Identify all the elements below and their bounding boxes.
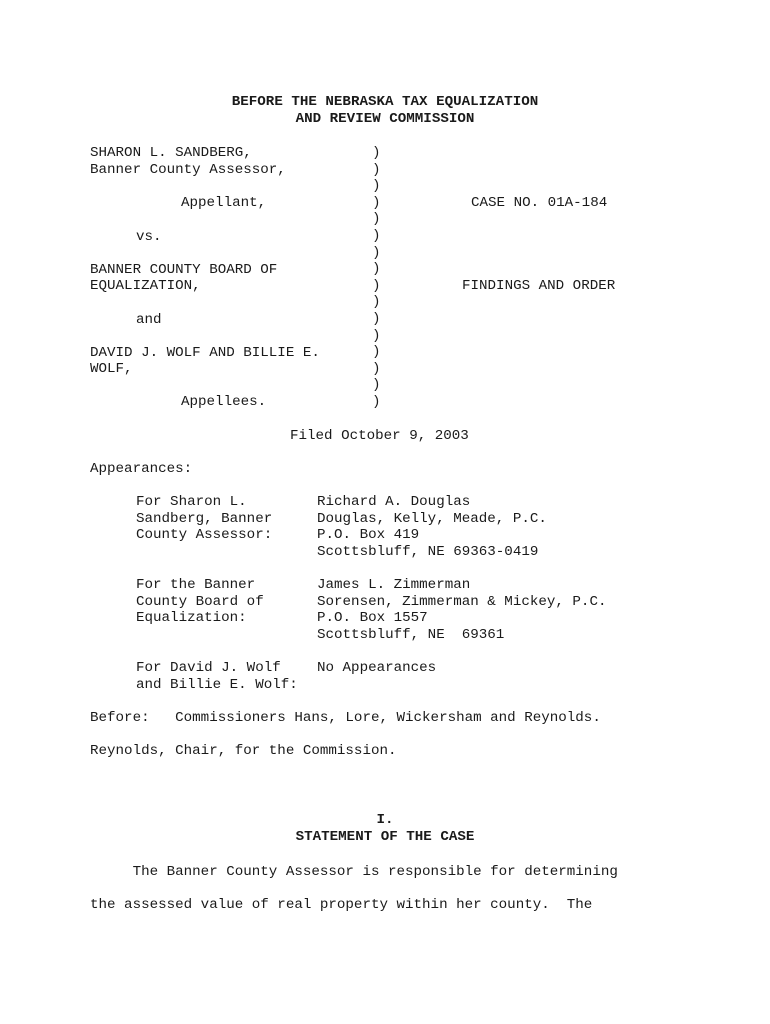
commission-title-line2: AND REVIEW COMMISSION [295, 111, 475, 127]
versus-label: vs. [136, 229, 162, 245]
body-paragraph-line2: the assessed value of real property within her county. The [90, 897, 593, 913]
before-commissioners: Before: Commissioners Hans, Lore, Wickersham and Reynolds. [90, 710, 601, 726]
and-label: and [136, 312, 162, 328]
appearances-heading: Appearances: [90, 461, 193, 477]
case-number: CASE NO. 01A-184 [471, 195, 608, 211]
commission-title-line1: BEFORE THE NEBRASKA TAX EQUALIZATION [231, 94, 539, 110]
appearance-counsel-wolf: No Appearances [317, 660, 437, 676]
appearance-counsel-board: James L. Zimmerman Sorensen, Zimmerman & Mickey, P.C. P.O. Box 1557 Scottsbluff, NE 69361 [317, 577, 607, 643]
filed-date: Filed October 9, 2003 [290, 428, 469, 444]
appearance-counsel-assessor: Richard A. Douglas Douglas, Kelly, Meade, P.C. P.O. Box 419 Scottsbluff, NE 69363-0419 [317, 494, 547, 560]
appellee-board-line2: EQUALIZATION, [90, 278, 201, 294]
caption-parentheses: ) ) ) ) ) ) ) ) ) ) ) ) ) ) ) ) [372, 145, 381, 410]
chair-line: Reynolds, Chair, for the Commission. [90, 743, 397, 759]
appearance-party-wolf: For David J. Wolf and Billie E. Wolf: [136, 660, 298, 693]
appellant-title: Banner County Assessor, [90, 162, 286, 178]
appellee-wolf-line2: WOLF, [90, 361, 133, 377]
section-number: I. [376, 812, 394, 828]
appearance-party-assessor: For Sharon L. Sandberg, Banner County Assessor: [136, 494, 273, 544]
body-paragraph-line1: The Banner County Assessor is responsible for determining [90, 864, 618, 880]
appellant-role: Appellant, [181, 195, 267, 211]
appearance-party-board: For the Banner County Board of Equalization: [136, 577, 264, 627]
appellant-name: SHARON L. SANDBERG, [90, 145, 252, 161]
appellee-role: Appellees. [181, 394, 267, 410]
appellee-board-line1: BANNER COUNTY BOARD OF [90, 262, 278, 278]
appellee-wolf-line1: DAVID J. WOLF AND BILLIE E. [90, 345, 320, 361]
section-title: STATEMENT OF THE CASE [295, 829, 475, 845]
document-type: FINDINGS AND ORDER [462, 278, 616, 294]
